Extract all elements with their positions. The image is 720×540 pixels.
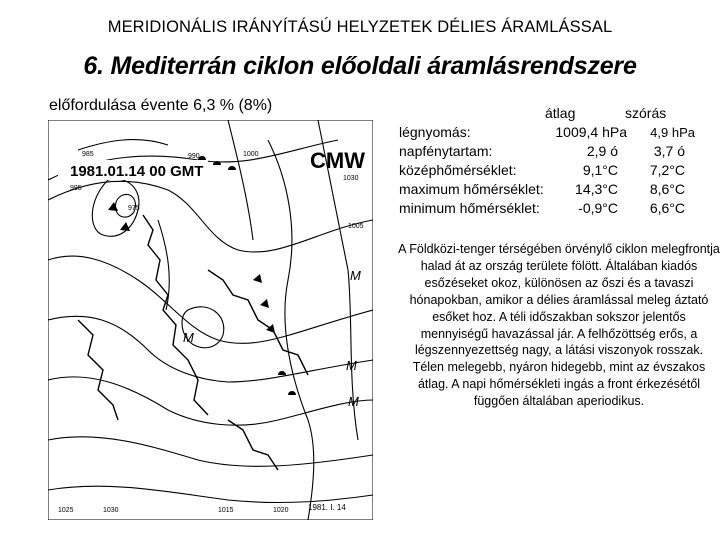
row-label: napfénytartam: <box>399 143 493 159</box>
isobar-label: 995 <box>70 185 82 192</box>
row-sd: 6,6°C <box>649 200 685 216</box>
weather-map <box>48 120 373 520</box>
map-mark-2: M <box>183 330 194 345</box>
row-label: minimum hőmérséklet: <box>399 200 540 216</box>
row-label: légnyomás: <box>399 124 471 140</box>
map-corner-date: 1981. I. 14 <box>308 503 346 512</box>
isobar-label: 1030 <box>103 507 119 514</box>
row-mean: 1009,4 hPa <box>555 124 627 140</box>
isobar-label: 1025 <box>58 507 74 514</box>
row-mean: -0,9°C <box>578 200 618 216</box>
row-mean: 14,3°C <box>575 181 618 197</box>
isobar-label: 975 <box>128 205 140 212</box>
isobar-label: 1005 <box>348 223 364 230</box>
isobar-label: 1000 <box>243 151 259 158</box>
row-label: középhőmérséklet: <box>399 162 517 178</box>
map-mark-4: M <box>348 394 359 409</box>
row-label: maximum hőmérséklet: <box>399 181 544 197</box>
isobar-label: 985 <box>82 151 94 158</box>
frequency-text: előfordulása évente 6,3 % (8%) <box>49 97 273 114</box>
row-sd: 7,2°C <box>649 162 685 178</box>
row-mean: 2,9 ó <box>586 143 618 159</box>
col-mean-header: átlag <box>545 105 576 121</box>
isobar-label: 1015 <box>218 507 234 514</box>
isobar-label: 1030 <box>343 175 359 182</box>
isobar-label: 990 <box>188 153 200 160</box>
row-mean: 9,1°C <box>582 162 618 178</box>
map-mark-1: M <box>350 268 361 283</box>
col-sd-header: szórás <box>625 105 667 121</box>
slide-title: 6. Mediterrán ciklon előoldali áramlásrendszere <box>83 52 637 80</box>
map-date-label: 1981.01.14 00 GMT <box>70 163 204 180</box>
isobar-label: 1020 <box>273 507 289 514</box>
row-sd: 8,6°C <box>649 181 685 197</box>
row-sd: 3,7 ó <box>653 143 685 159</box>
map-stamp: CMW <box>310 148 365 173</box>
map-mark-3: M <box>346 358 357 373</box>
description-text: A Földközi-tenger térségében örvénylő ciklon melegfrontja halad át az ország területe fölött. Általában kiadós esőzéseket okoz, különösen az őszi és a tavaszi hónapokban, amikor a délies áramlással meleg áztató esőket hoz. A téli időszakban sokszor jelentős mennyiségű havazással jár. A felhőzöttség erős, a légszennyezettség nagy, a látási viszonyok rosszak. Télen melegebb, nyáron hidegebb, mint az évszakos átlag. A napi hőmérsékleti ingás a front érkezésétől függően általában aperiodikus. <box>398 242 720 409</box>
slide-header: MERIDIONÁLIS IRÁNYÍTÁSÚ HELYZETEK DÉLIES ÁRAMLÁSSAL <box>107 18 613 36</box>
row-sd: 4,9 hPa <box>650 125 695 140</box>
